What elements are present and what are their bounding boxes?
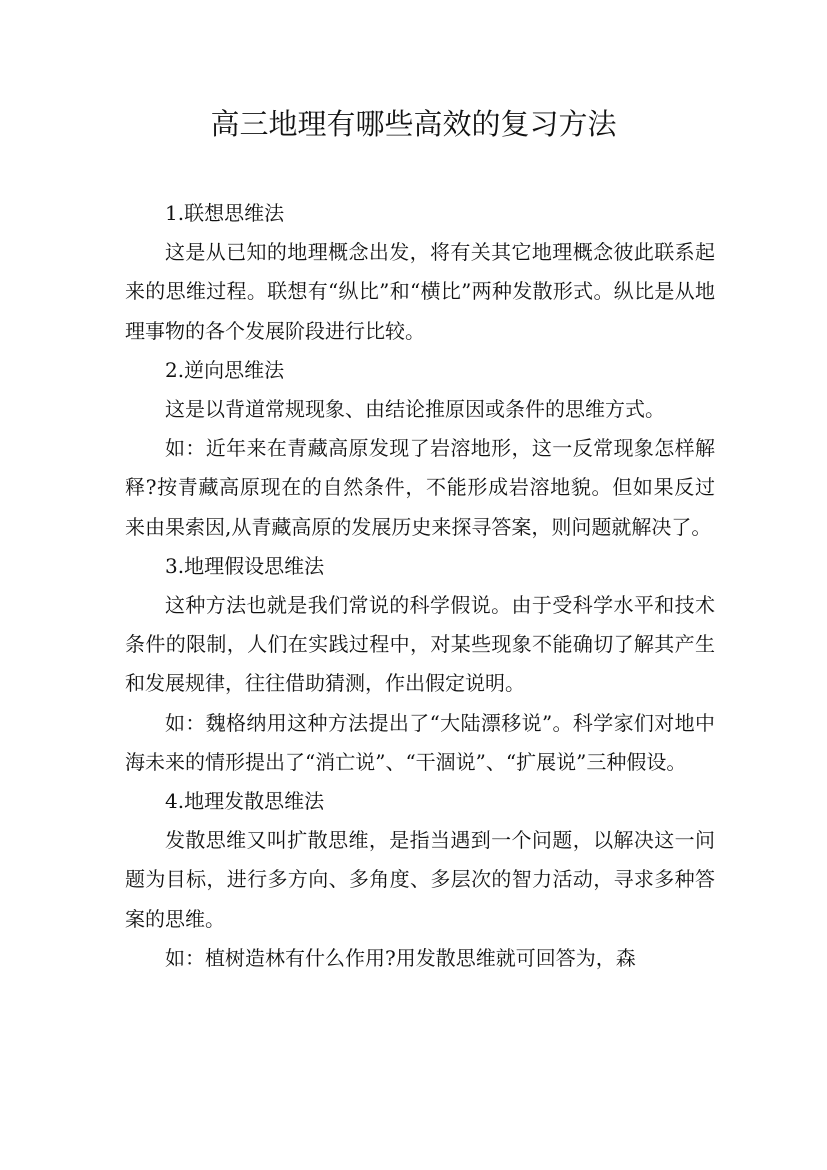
heading-hypothesis-method: 3.地理假设思维法 [165,553,325,578]
paragraph-association-definition: 这是从已知的地理概念出发，将有关其它地理概念彼此联系起来的思维过程。联想有“纵比”和“横比”两种发散形式。纵比是从地理事物的各个发展阶段进行比较。 [125,240,715,343]
heading-reverse-thinking-method: 2.逆向思维法 [165,357,285,382]
document-body [125,194,715,978]
heading-association-method: 1.联想思维法 [165,201,285,225]
paragraph-divergent-thinking-example: 如：植树造林有什么作用?用发散思维就可回答为，森 [165,945,636,970]
heading-divergent-thinking-method: 4.地理发散思维法 [165,789,325,814]
paragraph-divergent-thinking-definition: 发散思维又叫扩散思维，是指当遇到一个问题，以解决这一问题为目标，进行多方向、多角度、多层次的智力活动，寻求多种答案的思维。 [125,828,715,931]
paragraph-hypothesis-definition: 这种方法也就是我们常说的科学假说。由于受科学水平和技术条件的限制，人们在实践过程中，对某些现象不能确切了解其产生和发展规律，往往借助猜测，作出假定说明。 [125,593,715,696]
paragraph-reverse-thinking-definition: 这是以背道常规现象、由结论推原因或条件的思维方式。 [165,397,665,422]
paragraph-hypothesis-example: 如：魏格纳用这种方法提出了“大陆漂移说”。科学家们对地中海未来的情形提出了“消亡说”、“干涸说”、“扩展说”三种假设。 [125,710,715,774]
document-title: 高三地理有哪些高效的复习方法 [210,107,617,141]
paragraph-reverse-thinking-example: 如：近年来在青藏高原发现了岩溶地形，这一反常现象怎样解释?按青藏高原现在的自然条件，不能形成岩溶地貌。但如果反过来由果索因,从青藏高原的发展历史来探寻答案，则问题就解决了。 [125,436,715,539]
